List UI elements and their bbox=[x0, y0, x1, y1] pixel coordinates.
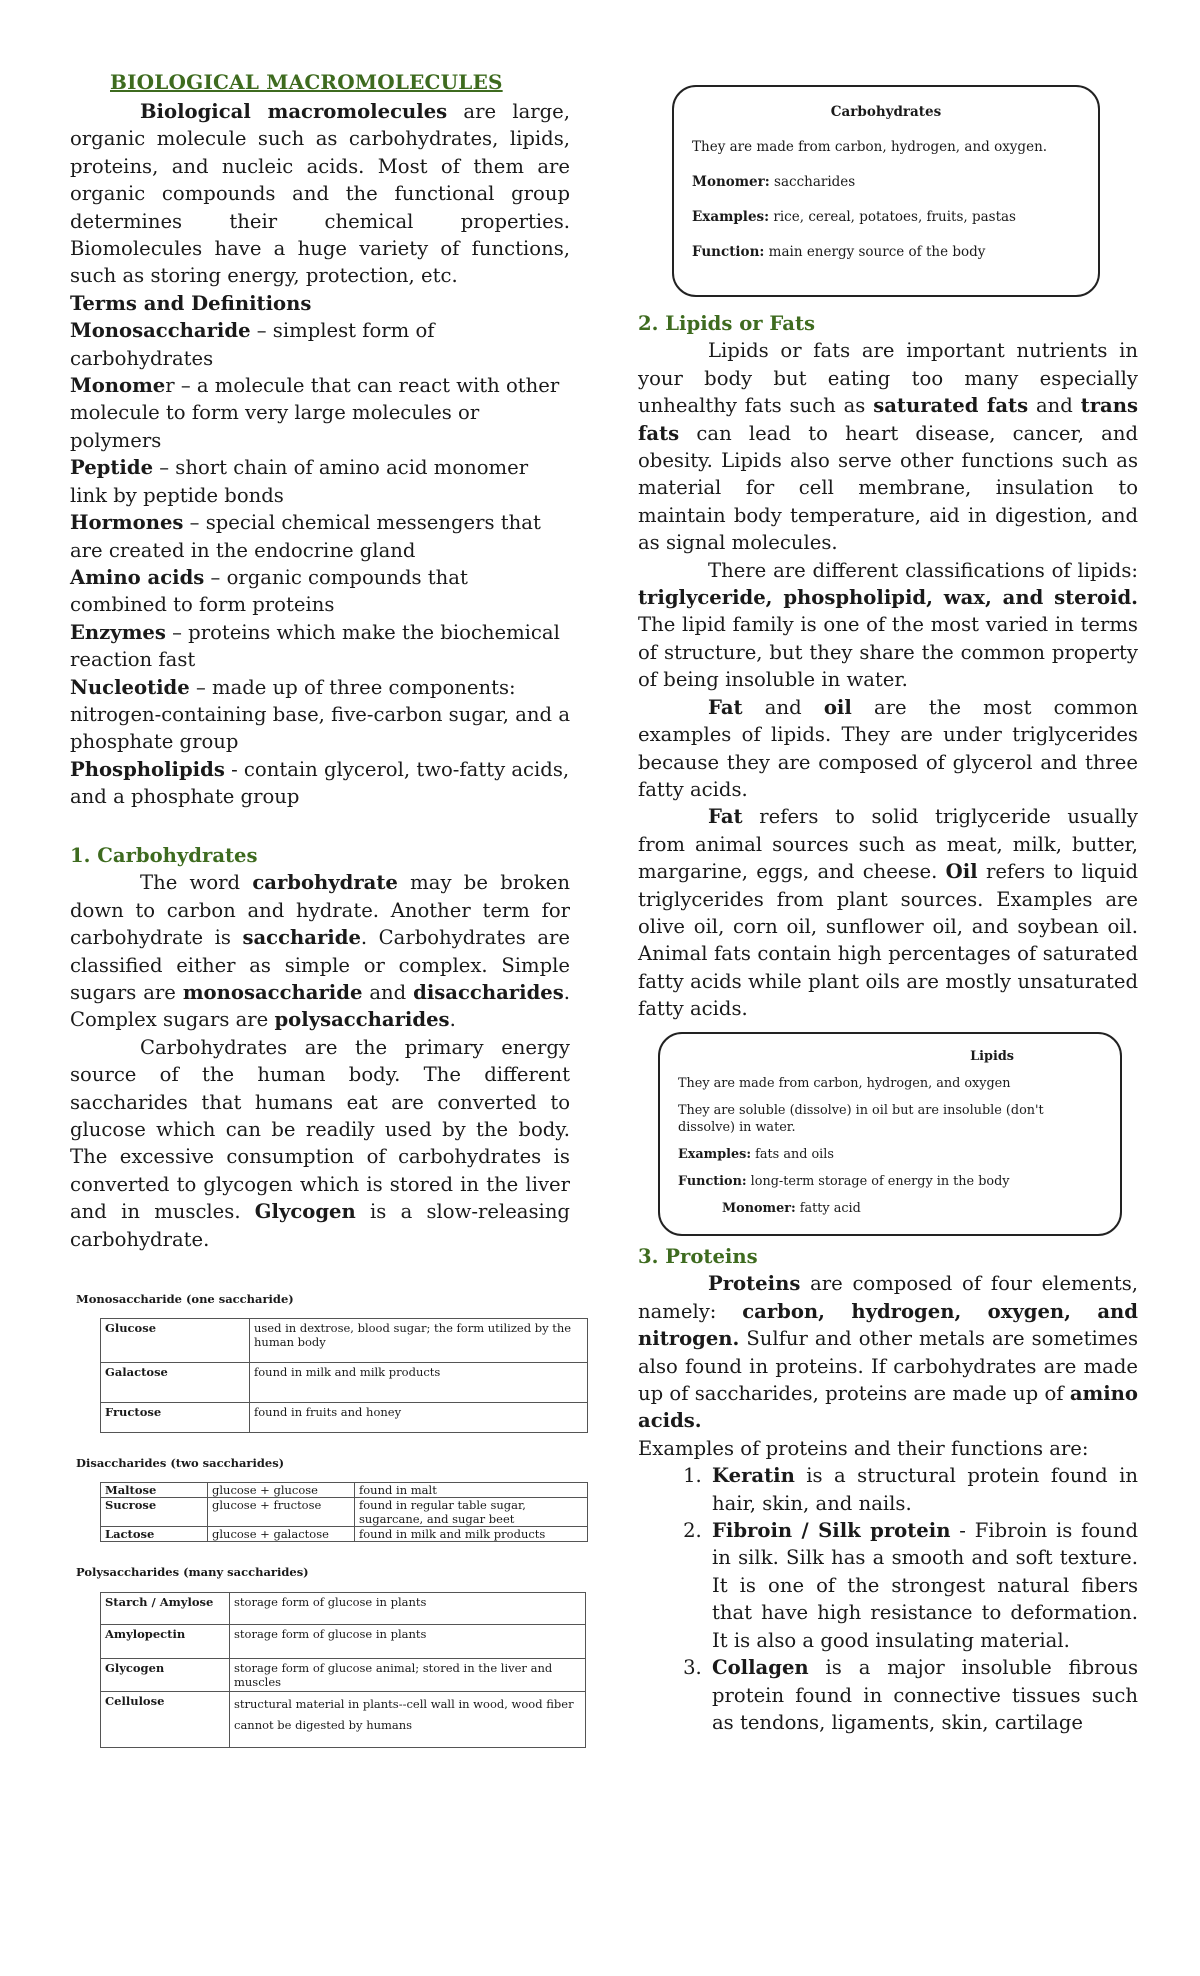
carbohydrates-box-title: Carbohydrates bbox=[830, 104, 942, 120]
intro-paragraph bbox=[70, 98, 570, 290]
lipids-paragraph-2: There are different classifications of lipids: triglyceride, phospholipid, wax, and steroid. The lipid family is one of the most varied in terms of structure, but they share the common property of being insoluble in water. bbox=[638, 558, 1138, 692]
carbohydrates-box-monomer: Monomer: saccharides bbox=[692, 174, 856, 190]
table-row: Lactose glucose + galactose found in milk and milk products bbox=[101, 1527, 588, 1542]
disaccharides-table bbox=[100, 1482, 588, 1542]
term-item: Amino acids – organic compounds that combined to form proteins bbox=[70, 565, 468, 617]
proteins-examples-intro: Examples of proteins and their functions are: bbox=[638, 1436, 1089, 1460]
table-row: Glucose used in dextrose, blood sugar; the form utilized by the human body bbox=[101, 1319, 588, 1363]
carbohydrates-paragraph-1: The word carbohydrate may be broken down to carbon and hydrate. Another term for carbohydrate is saccharide. Carbohydrates are classified either as simple or complex. Simple sugars are monosaccharide and disaccharides. Complex sugars are polysaccharides. bbox=[70, 871, 570, 1032]
term-item: Nucleotide – made up of three components: nitrogen-containing base, five-carbon sugar, and a phosphate group bbox=[70, 675, 571, 754]
list-item: 3. Collagen is a major insoluble fibrous protein found in connective tissues such as tendons, ligaments, skin, cartilage bbox=[708, 1654, 1138, 1736]
list-item: 2. Fibroin / Silk protein - Fibroin is found in silk. Silk has a smooth and soft texture. It is one of the strongest natural fibers that have high resistance to deformation. It is also a good insulating material. bbox=[708, 1517, 1138, 1654]
lipids-paragraph-3: Fat and oil are the most common examples of lipids. They are under triglycerides because they are composed of glycerol and three fatty acids. bbox=[638, 695, 1138, 801]
term-item: Peptide – short chain of amino acid monomer link by peptide bonds bbox=[70, 456, 529, 507]
term-item: Phospholipids - contain glycerol, two-fatty acids, and a phosphate group bbox=[70, 757, 570, 809]
carbohydrates-box-examples: Examples: rice, cereal, potatoes, fruits, pastas bbox=[692, 209, 1016, 225]
term-item: Hormones – special chemical messengers that are created in the endocrine gland bbox=[70, 511, 541, 562]
table-row: Amylopectin storage form of glucose in plants bbox=[101, 1625, 586, 1659]
carbohydrates-paragraph-2: Carbohydrates are the primary energy source of the human body. The different saccharides that humans eat are converted to glucose which can be readily used by the body. The excessive consumption of carbohydrates is converted to glycogen which is stored in the liver and in muscles. Glycogen is a slow-releasing carbohydrate. bbox=[70, 1035, 570, 1251]
lipids-paragraph-1: Lipids or fats are important nutrients in your body but eating too many especially unhealthy fats such as saturated fats and trans fats can lead to heart disease, cancer, and obesity. Lipids also serve other functions such as material for cell membrane, insulation to maintain body temperature, aid in digestion, and as signal molecules. bbox=[638, 339, 1138, 555]
table-row: Maltose glucose + glucose found in malt bbox=[101, 1483, 588, 1498]
carbohydrates-box-function: Function: main energy source of the body bbox=[692, 244, 986, 260]
table-row: Glycogen storage form of glucose animal; stored in the liver and muscles bbox=[101, 1659, 586, 1692]
proteins-paragraph-1: Proteins are composed of four elements, namely: carbon, hydrogen, oxygen, and nitrogen. Sulfur and other metals are sometimes also found in proteins. If carbohydrates are made up of saccharides, proteins are made up of amino acids. bbox=[638, 1272, 1138, 1433]
lipids-box bbox=[658, 1032, 1122, 1236]
lipids-box-examples: Examples: fats and oils bbox=[678, 1147, 834, 1162]
term-item: Monomer – a molecule that can react with other molecule to form very large molecules or polymers bbox=[70, 374, 560, 452]
lipids-box-monomer: Monomer: fatty acid bbox=[722, 1201, 861, 1216]
lipids-section bbox=[638, 310, 1138, 1023]
proteins-list bbox=[638, 1462, 1138, 1736]
page-title: BIOLOGICAL MACROMOLECULES bbox=[110, 70, 503, 94]
carbohydrates-box-line: They are made from carbon, hydrogen, and oxygen. bbox=[692, 139, 1048, 155]
lipids-box-line: They are made from carbon, hydrogen, and oxygen bbox=[678, 1076, 1011, 1091]
proteins-heading: 3. Proteins bbox=[638, 1245, 758, 1268]
lipids-box-function: Function: long-term storage of energy in the body bbox=[678, 1174, 1010, 1189]
monosaccharide-table bbox=[100, 1318, 588, 1433]
carbohydrates-section bbox=[70, 842, 570, 1253]
term-item: Monosaccharide – simplest form of carbohydrates bbox=[70, 319, 435, 370]
monosaccharide-caption: Monosaccharide (one saccharide) bbox=[76, 1292, 294, 1306]
lipids-box-title: Lipids bbox=[970, 1049, 1014, 1064]
table-row: Sucrose glucose + fructose found in regular table sugar, sugarcane, and sugar beet bbox=[101, 1498, 588, 1527]
table-row: Galactose found in milk and milk products bbox=[101, 1363, 588, 1403]
lipids-paragraph-4: Fat refers to solid triglyceride usually from animal sources such as meat, milk, butter, margarine, eggs, and cheese. Oil refers to liquid triglycerides from plant sources. Examples are olive oil, corn oil, sunflower oil, and soybean oil. Animal fats contain high percentages of saturated fatty acids while plant oils are mostly unsaturated fatty acids. bbox=[638, 805, 1138, 1021]
carbohydrates-box bbox=[672, 85, 1100, 297]
disaccharides-caption: Disaccharides (two saccharides) bbox=[76, 1456, 285, 1470]
table-row: Fructose found in fruits and honey bbox=[101, 1403, 588, 1433]
intro-text: are large, organic molecule such as carbohydrates, lipids, proteins, and nucleic acids. Most of them are organic compounds and the functional group determines their chemical properties. Biomolecules have a huge variety of functions, such as storing energy, protection, etc. bbox=[70, 100, 570, 288]
table-row: Cellulose structural material in plants--cell wall in wood, wood fiber cannot be digested by humans bbox=[101, 1692, 586, 1748]
list-item: 1. Keratin is a structural protein found in hair, skin, and nails. bbox=[708, 1462, 1138, 1517]
lipids-box-line: They are soluble (dissolve) in oil but are insoluble (don't dissolve) in water. bbox=[678, 1103, 1044, 1135]
terms-heading: Terms and Definitions bbox=[70, 291, 312, 315]
term-item: Enzymes – proteins which make the biochemical reaction fast bbox=[70, 620, 560, 672]
intro-lead: Biological macromolecules bbox=[140, 100, 448, 123]
proteins-section bbox=[638, 1243, 1138, 1736]
polysaccharides-table bbox=[100, 1592, 586, 1748]
terms-list bbox=[70, 317, 570, 810]
carbohydrates-heading: 1. Carbohydrates bbox=[70, 844, 258, 867]
left-column bbox=[70, 98, 570, 811]
lipids-heading: 2. Lipids or Fats bbox=[638, 312, 816, 335]
polysaccharides-caption: Polysaccharides (many saccharides) bbox=[76, 1565, 309, 1579]
table-row: Starch / Amylose storage form of glucose in plants bbox=[101, 1593, 586, 1625]
